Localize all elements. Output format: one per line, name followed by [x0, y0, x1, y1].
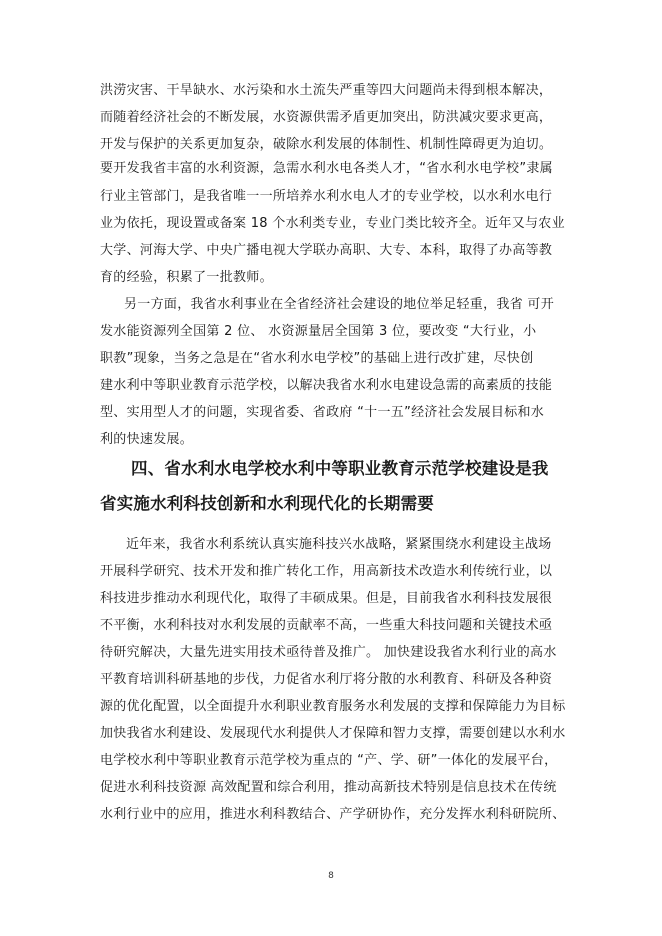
text-line: 行业主管部门，是我省唯一一所培养水利水电人才的专业学校，以水利水电行: [100, 189, 553, 204]
text-line: 职教”现象，当务之急是在“省水利水电学校”的基础上进行改扩建，尽快创: [100, 351, 534, 366]
text-line: 要开发我省丰富的水利资源，急需水利水电各类人才，“省水利水电学校”隶属: [100, 161, 553, 176]
text-line: 洪涝灾害、干旱缺水、水污染和水土流失严重等四大问题尚未得到根本解决，: [100, 83, 553, 98]
text-line: 不平衡，水利科技对水利发展的贡献率不高，一些重大科技问题和关键技术亟: [100, 618, 553, 633]
text-line: 大学、河海大学、中央广播电视大学联办高职、大专、本科，取得了办高等教: [100, 243, 553, 258]
text-line: 业为依托，现设置或备案 18 个水利类专业，专业门类比较齐全。近年又与农业: [100, 216, 565, 231]
text-line: 型、实用型人才的问题，实现省委、省政府 “十一五”经济社会发展目标和水: [100, 405, 545, 420]
text-line: 开展科学研究、技术开发和推广转化工作，用高新技术改造水利传统行业，以: [100, 564, 553, 579]
text-line: 育的经验，积累了一批教师。: [100, 270, 273, 285]
page-number: 8: [328, 871, 334, 881]
heading-line: 四、省水利水电学校水利中等职业教育示范学校建设是我: [131, 459, 549, 478]
text-line: 利的快速发展。: [100, 432, 194, 447]
text-line: 开发与保护的关系更加复杂，破除水利发展的体制性、机制性障碍更为迫切。: [100, 137, 553, 152]
text-line: 待研究解决，大量先进实用技术亟待普及推广。 加快建设我省水利行业的高水: [100, 645, 557, 660]
text-line: 科技进步推动水利现代化，取得了丰硕成果。但是，目前我省水利科技发展很: [100, 591, 553, 606]
heading-line: 省实施水利科技创新和水利现代化的长期需要: [100, 494, 434, 513]
text-line: 水利行业中的应用，推进水利科教结合、产学研协作，充分发挥水利科研院所、: [100, 807, 566, 822]
text-line: 另一方面，我省水利事业在全省经济社会建设的地位举足轻重，我省 可开: [124, 297, 555, 312]
text-line: 建水利中等职业教育示范学校，以解决我省水利水电建设急需的高素质的技能: [100, 378, 553, 393]
text-line: 近年来，我省水利系统认真实施科技兴水战略，紧紧围绕水利建设主战场: [126, 537, 552, 552]
text-line: 而随着经济社会的不断发展，水资源供需矛盾更加突出，防洪减灾要求更高，: [100, 110, 553, 125]
text-line: 促进水利科技资源 高效配置和综合利用，推动高新技术特别是信息技术在传统: [100, 780, 557, 795]
text-line: 平教育培训科研基地的步伐，力促省水利厅将分散的水利教育、科研及各种资: [100, 672, 553, 687]
text-line: 源的优化配置，以全面提升水利职业教育服务水利发展的支撑和保障能力为目标: [100, 699, 566, 714]
text-line: 电学校水利中等职业教育示范学校为重点的 “产、学、研”一体化的发展平台，: [100, 753, 558, 768]
text-line: 发水能资源列全国第 2 位、 水资源量居全国第 3 位，要改变 “大行业，小: [100, 324, 537, 339]
text-line: 加快我省水利建设、发展现代水利提供人才保障和智力支撑，需要创建以水利水: [100, 726, 566, 741]
